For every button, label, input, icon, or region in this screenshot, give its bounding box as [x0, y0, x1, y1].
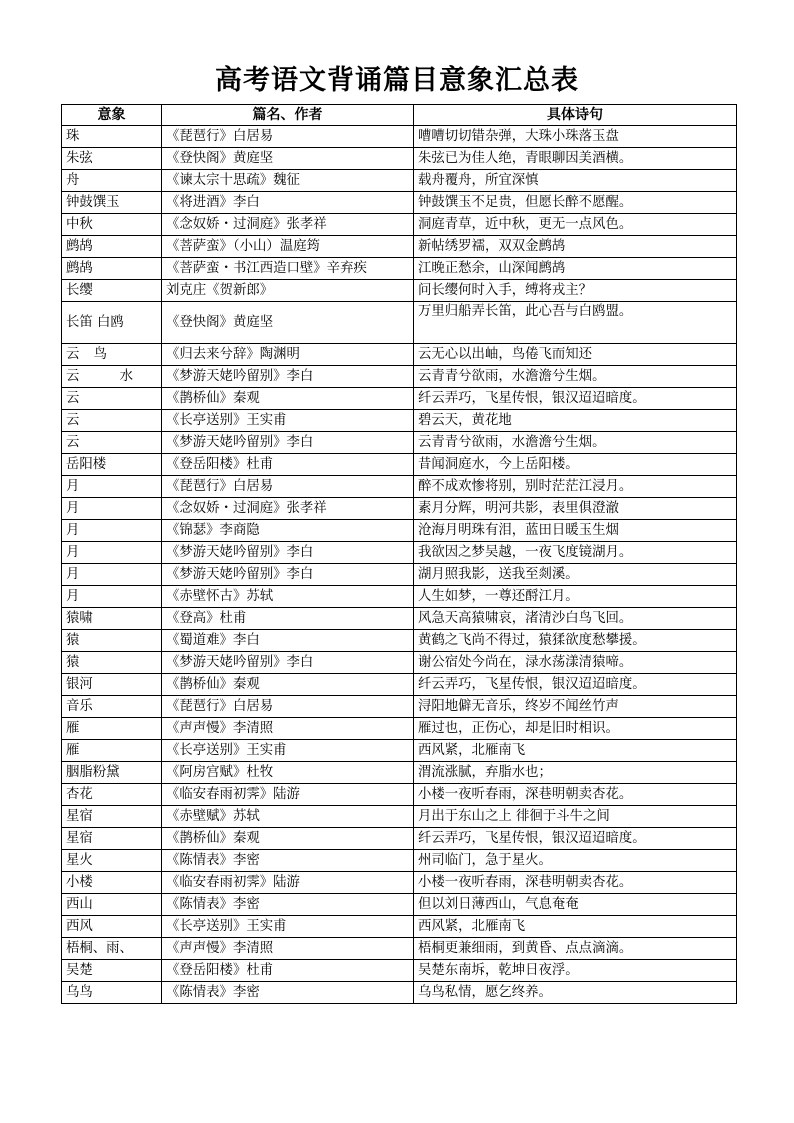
imagery-cell: 云 [62, 388, 162, 410]
imagery-cell: 猿 [62, 652, 162, 674]
verse-cell: 素月分辉，明河共影，表里俱澄澈 [414, 498, 737, 520]
table-row [62, 236, 737, 258]
work-author-cell: 《梦游天姥吟留别》李白 [162, 542, 414, 564]
work-author-cell: 《琵琶行》白居易 [162, 126, 414, 148]
imagery-cell: 长笛 白鸥 [62, 302, 162, 344]
table-row [62, 828, 737, 850]
work-author-cell: 《声声慢》李清照 [162, 938, 414, 960]
imagery-cell: 朱弦 [62, 148, 162, 170]
verse-cell: 朱弦已为佳人绝，青眼聊因美酒横。 [414, 148, 737, 170]
work-author-cell: 《谏太宗十思疏》魏征 [162, 170, 414, 192]
work-author-cell: 《鹊桥仙》秦观 [162, 828, 414, 850]
work-author-cell: 刘克庄《贺新郎》 [162, 280, 414, 302]
verse-cell: 万里归船弄长笛，此心吾与白鸥盟。 [414, 302, 737, 344]
imagery-cell: 星宿 [62, 828, 162, 850]
table-body [62, 126, 737, 1004]
table-row [62, 410, 737, 432]
imagery-cell: 星宿 [62, 806, 162, 828]
table-row [62, 366, 737, 388]
work-author-cell: 《将进酒》李白 [162, 192, 414, 214]
verse-cell: 乌鸟私情，愿乞终养。 [414, 982, 737, 1004]
imagery-cell: 珠 [62, 126, 162, 148]
page-title: 高考语文背诵篇目意象汇总表 [215, 65, 579, 96]
imagery-cell: 音乐 [62, 696, 162, 718]
work-author-cell: 《菩萨蛮》（小山）温庭筠 [162, 236, 414, 258]
work-author-cell: 《念奴娇・过洞庭》张孝祥 [162, 498, 414, 520]
table-row [62, 586, 737, 608]
table-row [62, 192, 737, 214]
verse-cell: 谢公宿处今尚在，渌水荡漾清猿啼。 [414, 652, 737, 674]
work-author-cell: 《临安春雨初霁》陆游 [162, 872, 414, 894]
verse-cell: 吴楚东南坼，乾坤日夜浮。 [414, 960, 737, 982]
verse-cell: 云无心以出岫，鸟倦飞而知还 [414, 344, 737, 366]
imagery-cell: 月 [62, 586, 162, 608]
work-author-cell: 《锦瑟》李商隐 [162, 520, 414, 542]
table-row [62, 564, 737, 586]
verse-cell: 纤云弄巧，飞星传恨，银汉迢迢暗度。 [414, 388, 737, 410]
verse-cell: 西风紧，北雁南飞 [414, 916, 737, 938]
work-author-cell: 《声声慢》李清照 [162, 718, 414, 740]
verse-cell: 雁过也，正伤心，却是旧时相识。 [414, 718, 737, 740]
work-author-cell: 《琵琶行》白居易 [162, 696, 414, 718]
imagery-cell: 月 [62, 498, 162, 520]
verse-cell: 问长缨何时入手，缚将戎主？ [414, 280, 737, 302]
table-row [62, 432, 737, 454]
imagery-cell: 云 [62, 410, 162, 432]
verse-cell: 浔阳地僻无音乐，终岁不闻丝竹声 [414, 696, 737, 718]
work-author-cell: 《归去来兮辞》陶渊明 [162, 344, 414, 366]
imagery-cell: 西山 [62, 894, 162, 916]
work-author-cell: 《陈情表》李密 [162, 894, 414, 916]
verse-cell: 洞庭青草，近中秋，更无一点风色。 [414, 214, 737, 236]
column-header-imagery: 意象 [62, 105, 162, 126]
work-author-cell: 《阿房宫赋》杜牧 [162, 762, 414, 784]
imagery-cell: 胭脂粉黛 [62, 762, 162, 784]
verse-cell: 小楼一夜听春雨，深巷明朝卖杏花。 [414, 784, 737, 806]
imagery-cell: 猿啸 [62, 608, 162, 630]
table-row [62, 806, 737, 828]
verse-cell: 梧桐更兼细雨，到黄昏、点点滴滴。 [414, 938, 737, 960]
table-row [62, 916, 737, 938]
work-author-cell: 《赤壁怀古》苏轼 [162, 586, 414, 608]
table-row [62, 542, 737, 564]
imagery-cell: 雁 [62, 718, 162, 740]
column-header-verse: 具体诗句 [414, 105, 737, 126]
imagery-cell: 岳阳楼 [62, 454, 162, 476]
work-author-cell: 《鹊桥仙》秦观 [162, 674, 414, 696]
imagery-cell: 月 [62, 564, 162, 586]
table-row [62, 498, 737, 520]
imagery-cell: 舟 [62, 170, 162, 192]
imagery-cell: 月 [62, 520, 162, 542]
verse-cell: 人生如梦，一尊还酹江月。 [414, 586, 737, 608]
verse-cell: 风急天高猿啸哀，渚清沙白鸟飞回。 [414, 608, 737, 630]
table-row [62, 850, 737, 872]
verse-cell: 碧云天，黄花地 [414, 410, 737, 432]
imagery-cell: 猿 [62, 630, 162, 652]
work-author-cell: 《登高》杜甫 [162, 608, 414, 630]
work-author-cell: 《鹊桥仙》秦观 [162, 388, 414, 410]
table-row [62, 740, 737, 762]
imagery-cell: 乌鸟 [62, 982, 162, 1004]
work-author-cell: 《赤壁赋》苏轼 [162, 806, 414, 828]
verse-cell: 我欲因之梦吴越，一夜飞度镜湖月。 [414, 542, 737, 564]
imagery-cell: 星火 [62, 850, 162, 872]
work-author-cell: 《登快阁》黄庭坚 [162, 148, 414, 170]
table-row [62, 652, 737, 674]
work-author-cell: 《登快阁》黄庭坚 [162, 302, 414, 344]
table-row [62, 872, 737, 894]
verse-cell: 云青青兮欲雨，水澹澹兮生烟。 [414, 366, 737, 388]
verse-cell: 醉不成欢惨将别，别时茫茫江浸月。 [414, 476, 737, 498]
work-author-cell: 《梦游天姥吟留别》李白 [162, 564, 414, 586]
work-author-cell: 《临安春雨初霁》陆游 [162, 784, 414, 806]
work-author-cell: 《梦游天姥吟留别》李白 [162, 366, 414, 388]
table-row [62, 982, 737, 1004]
table-row [62, 696, 737, 718]
verse-cell: 云青青兮欲雨，水澹澹兮生烟。 [414, 432, 737, 454]
verse-cell: 纤云弄巧，飞星传恨，银汉迢迢暗度。 [414, 828, 737, 850]
table-row [62, 214, 737, 236]
work-author-cell: 《蜀道难》李白 [162, 630, 414, 652]
table-row [62, 344, 737, 366]
table-row [62, 718, 737, 740]
verse-cell: 湖月照我影，送我至剡溪。 [414, 564, 737, 586]
verse-cell: 钟鼓馔玉不足贵，但愿长醉不愿醒。 [414, 192, 737, 214]
verse-cell: 纤云弄巧，飞星传恨，银汉迢迢暗度。 [414, 674, 737, 696]
table-row [62, 894, 737, 916]
imagery-cell: 云 水 [62, 366, 162, 388]
table-row [62, 674, 737, 696]
verse-cell: 昔闻洞庭水，今上岳阳楼。 [414, 454, 737, 476]
verse-cell: 江晚正愁余，山深闻鹧鸪 [414, 258, 737, 280]
work-author-cell: 《菩萨蛮・书江西造口壁》辛弃疾 [162, 258, 414, 280]
table-row [62, 126, 737, 148]
work-author-cell: 《陈情表》李密 [162, 982, 414, 1004]
imagery-cell: 鹧鸪 [62, 236, 162, 258]
table-row [62, 454, 737, 476]
verse-cell: 沧海月明珠有泪，蓝田日暖玉生烟 [414, 520, 737, 542]
table-row [62, 762, 737, 784]
work-author-cell: 《登岳阳楼》杜甫 [162, 454, 414, 476]
verse-cell: 月出于东山之上 徘徊于斗牛之间 [414, 806, 737, 828]
table-row [62, 608, 737, 630]
work-author-cell: 《长亭送别》王实甫 [162, 410, 414, 432]
verse-cell: 渭流涨腻，弃脂水也； [414, 762, 737, 784]
work-author-cell: 《梦游天姥吟留别》李白 [162, 652, 414, 674]
table-row [62, 784, 737, 806]
table-row [62, 302, 737, 344]
imagery-cell: 小楼 [62, 872, 162, 894]
work-author-cell: 《琵琶行》白居易 [162, 476, 414, 498]
imagery-cell: 鹧鸪 [62, 258, 162, 280]
work-author-cell: 《念奴娇・过洞庭》张孝祥 [162, 214, 414, 236]
table-row [62, 388, 737, 410]
imagery-cell: 钟鼓馔玉 [62, 192, 162, 214]
imagery-cell: 梧桐、雨、 [62, 938, 162, 960]
table-row [62, 148, 737, 170]
verse-cell: 小楼一夜听春雨，深巷明朝卖杏花。 [414, 872, 737, 894]
imagery-cell: 月 [62, 476, 162, 498]
imagery-cell: 西风 [62, 916, 162, 938]
imagery-cell: 吴楚 [62, 960, 162, 982]
table-row [62, 960, 737, 982]
verse-cell: 州司临门，急于星火。 [414, 850, 737, 872]
work-author-cell: 《长亭送别》王实甫 [162, 916, 414, 938]
verse-cell: 但以刘日薄西山，气息奄奄 [414, 894, 737, 916]
table-row [62, 280, 737, 302]
verse-cell: 载舟覆舟，所宜深慎 [414, 170, 737, 192]
imagery-cell: 月 [62, 542, 162, 564]
table-row [62, 520, 737, 542]
imagery-table [61, 104, 737, 1004]
table-row [62, 258, 737, 280]
work-author-cell: 《陈情表》李密 [162, 850, 414, 872]
work-author-cell: 《梦游天姥吟留别》李白 [162, 432, 414, 454]
work-author-cell: 《长亭送别》王实甫 [162, 740, 414, 762]
imagery-cell: 银河 [62, 674, 162, 696]
verse-cell: 黄鹤之飞尚不得过，猿猱欲度愁攀援。 [414, 630, 737, 652]
imagery-cell: 云 鸟 [62, 344, 162, 366]
work-author-cell: 《登岳阳楼》杜甫 [162, 960, 414, 982]
column-header-work-author: 篇名、作者 [162, 105, 414, 126]
imagery-cell: 长缨 [62, 280, 162, 302]
imagery-cell: 云 [62, 432, 162, 454]
table-row [62, 938, 737, 960]
imagery-cell: 中秋 [62, 214, 162, 236]
imagery-cell: 杏花 [62, 784, 162, 806]
table-header-row [62, 105, 737, 126]
table-row [62, 476, 737, 498]
verse-cell: 西风紧，北雁南飞 [414, 740, 737, 762]
table-row [62, 630, 737, 652]
verse-cell: 嘈嘈切切错杂弹，大珠小珠落玉盘 [414, 126, 737, 148]
imagery-cell: 雁 [62, 740, 162, 762]
table-row [62, 170, 737, 192]
verse-cell: 新帖绣罗襦，双双金鹧鸪 [414, 236, 737, 258]
